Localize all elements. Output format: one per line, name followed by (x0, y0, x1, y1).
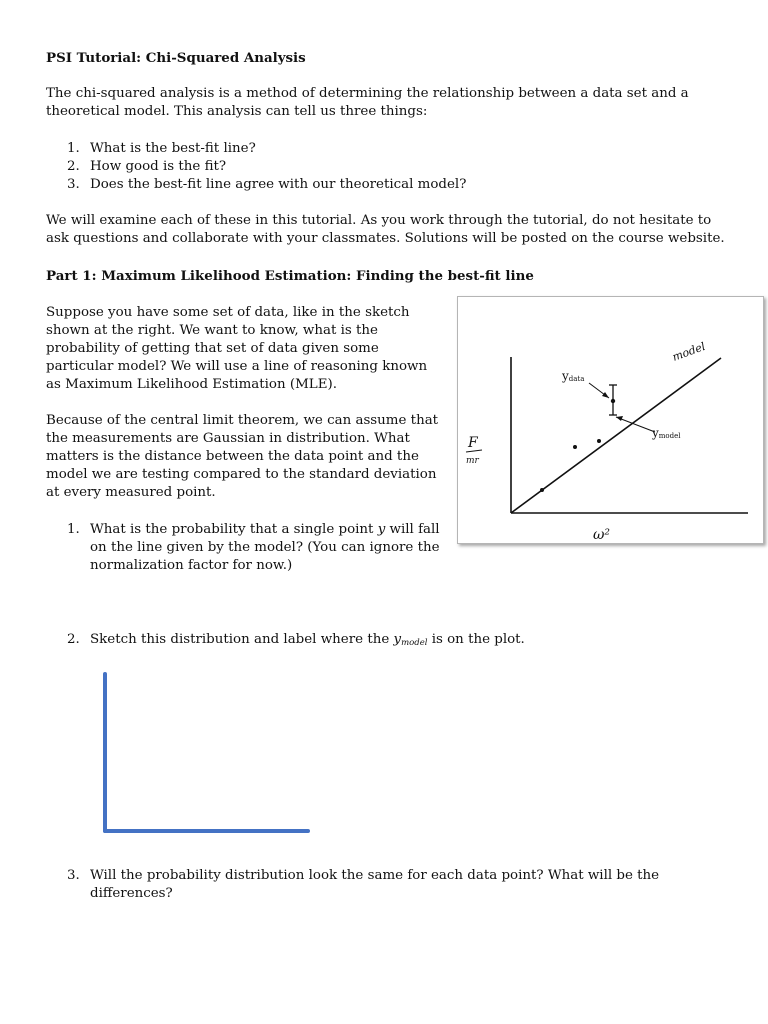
list-item: 1. What is the best-fit line? (67, 141, 256, 156)
document-page (46, 0, 726, 1024)
model-label: model (670, 339, 708, 364)
question-1: 1. What is the probability that a single point y will fall on the line given by the model? (You can ignore the normalization factor for now.) (67, 522, 440, 573)
question-2: 2. Sketch this distribution and label where the $y_{model}$ is on the plot. (67, 632, 525, 648)
mle-paragraph: Suppose you have some set of data, like in the sketch shown at the right. We want to know, what is the probability of getting that set of data given some particular model? We will use a line of reasoning known as Maximum Likelihood Estimation (MLE). (46, 305, 428, 392)
y-axis-label-numerator: F (468, 435, 478, 451)
data-point (573, 445, 577, 449)
data-sketch-figure (457, 296, 764, 544)
ydata-arrowhead (602, 392, 609, 398)
ymodel-arrow (616, 417, 655, 432)
list-item: 2. How good is the fit? (67, 159, 227, 174)
question-3: 3. Will the probability distribution look the same for each data point? What will be the differences? (67, 868, 660, 901)
data-point (540, 488, 544, 492)
instructions-paragraph: We will examine each of these in this tutorial. As you work through the tutorial, do not hesitate to ask questions and collaborate with your classmates. Solutions will be posted on the course website. (46, 213, 725, 246)
ymodel-label: ymodel (652, 426, 681, 440)
list-item: 3. Does the best-fit line agree with our theoretical model? (67, 177, 467, 192)
ymodel-arrowhead (616, 416, 623, 421)
questions-list (46, 140, 466, 194)
data-point (597, 439, 601, 443)
intro-paragraph: The chi-squared analysis is a method of determining the relationship between a data set and a theoretical model. This analysis can tell us three things: (46, 86, 689, 119)
x-axis-label: ω² (593, 527, 611, 543)
blank-sketch-axes (98, 671, 314, 837)
sketch-drawing (458, 297, 763, 543)
ydata-label: ydata (562, 369, 585, 383)
y-axis-label-denominator: mr (466, 456, 479, 466)
section-heading-part1: Part 1: Maximum Likelihood Estimation: Finding the best-fit line (46, 268, 534, 284)
page-title: PSI Tutorial: Chi-Squared Analysis (46, 50, 306, 66)
gaussian-paragraph: Because of the central limit theorem, we can assume that the measurements are Gaussian in distribution. What matters is the distance between the data point and the model we are testing compared to the standard deviation at every measured point. (46, 413, 439, 500)
